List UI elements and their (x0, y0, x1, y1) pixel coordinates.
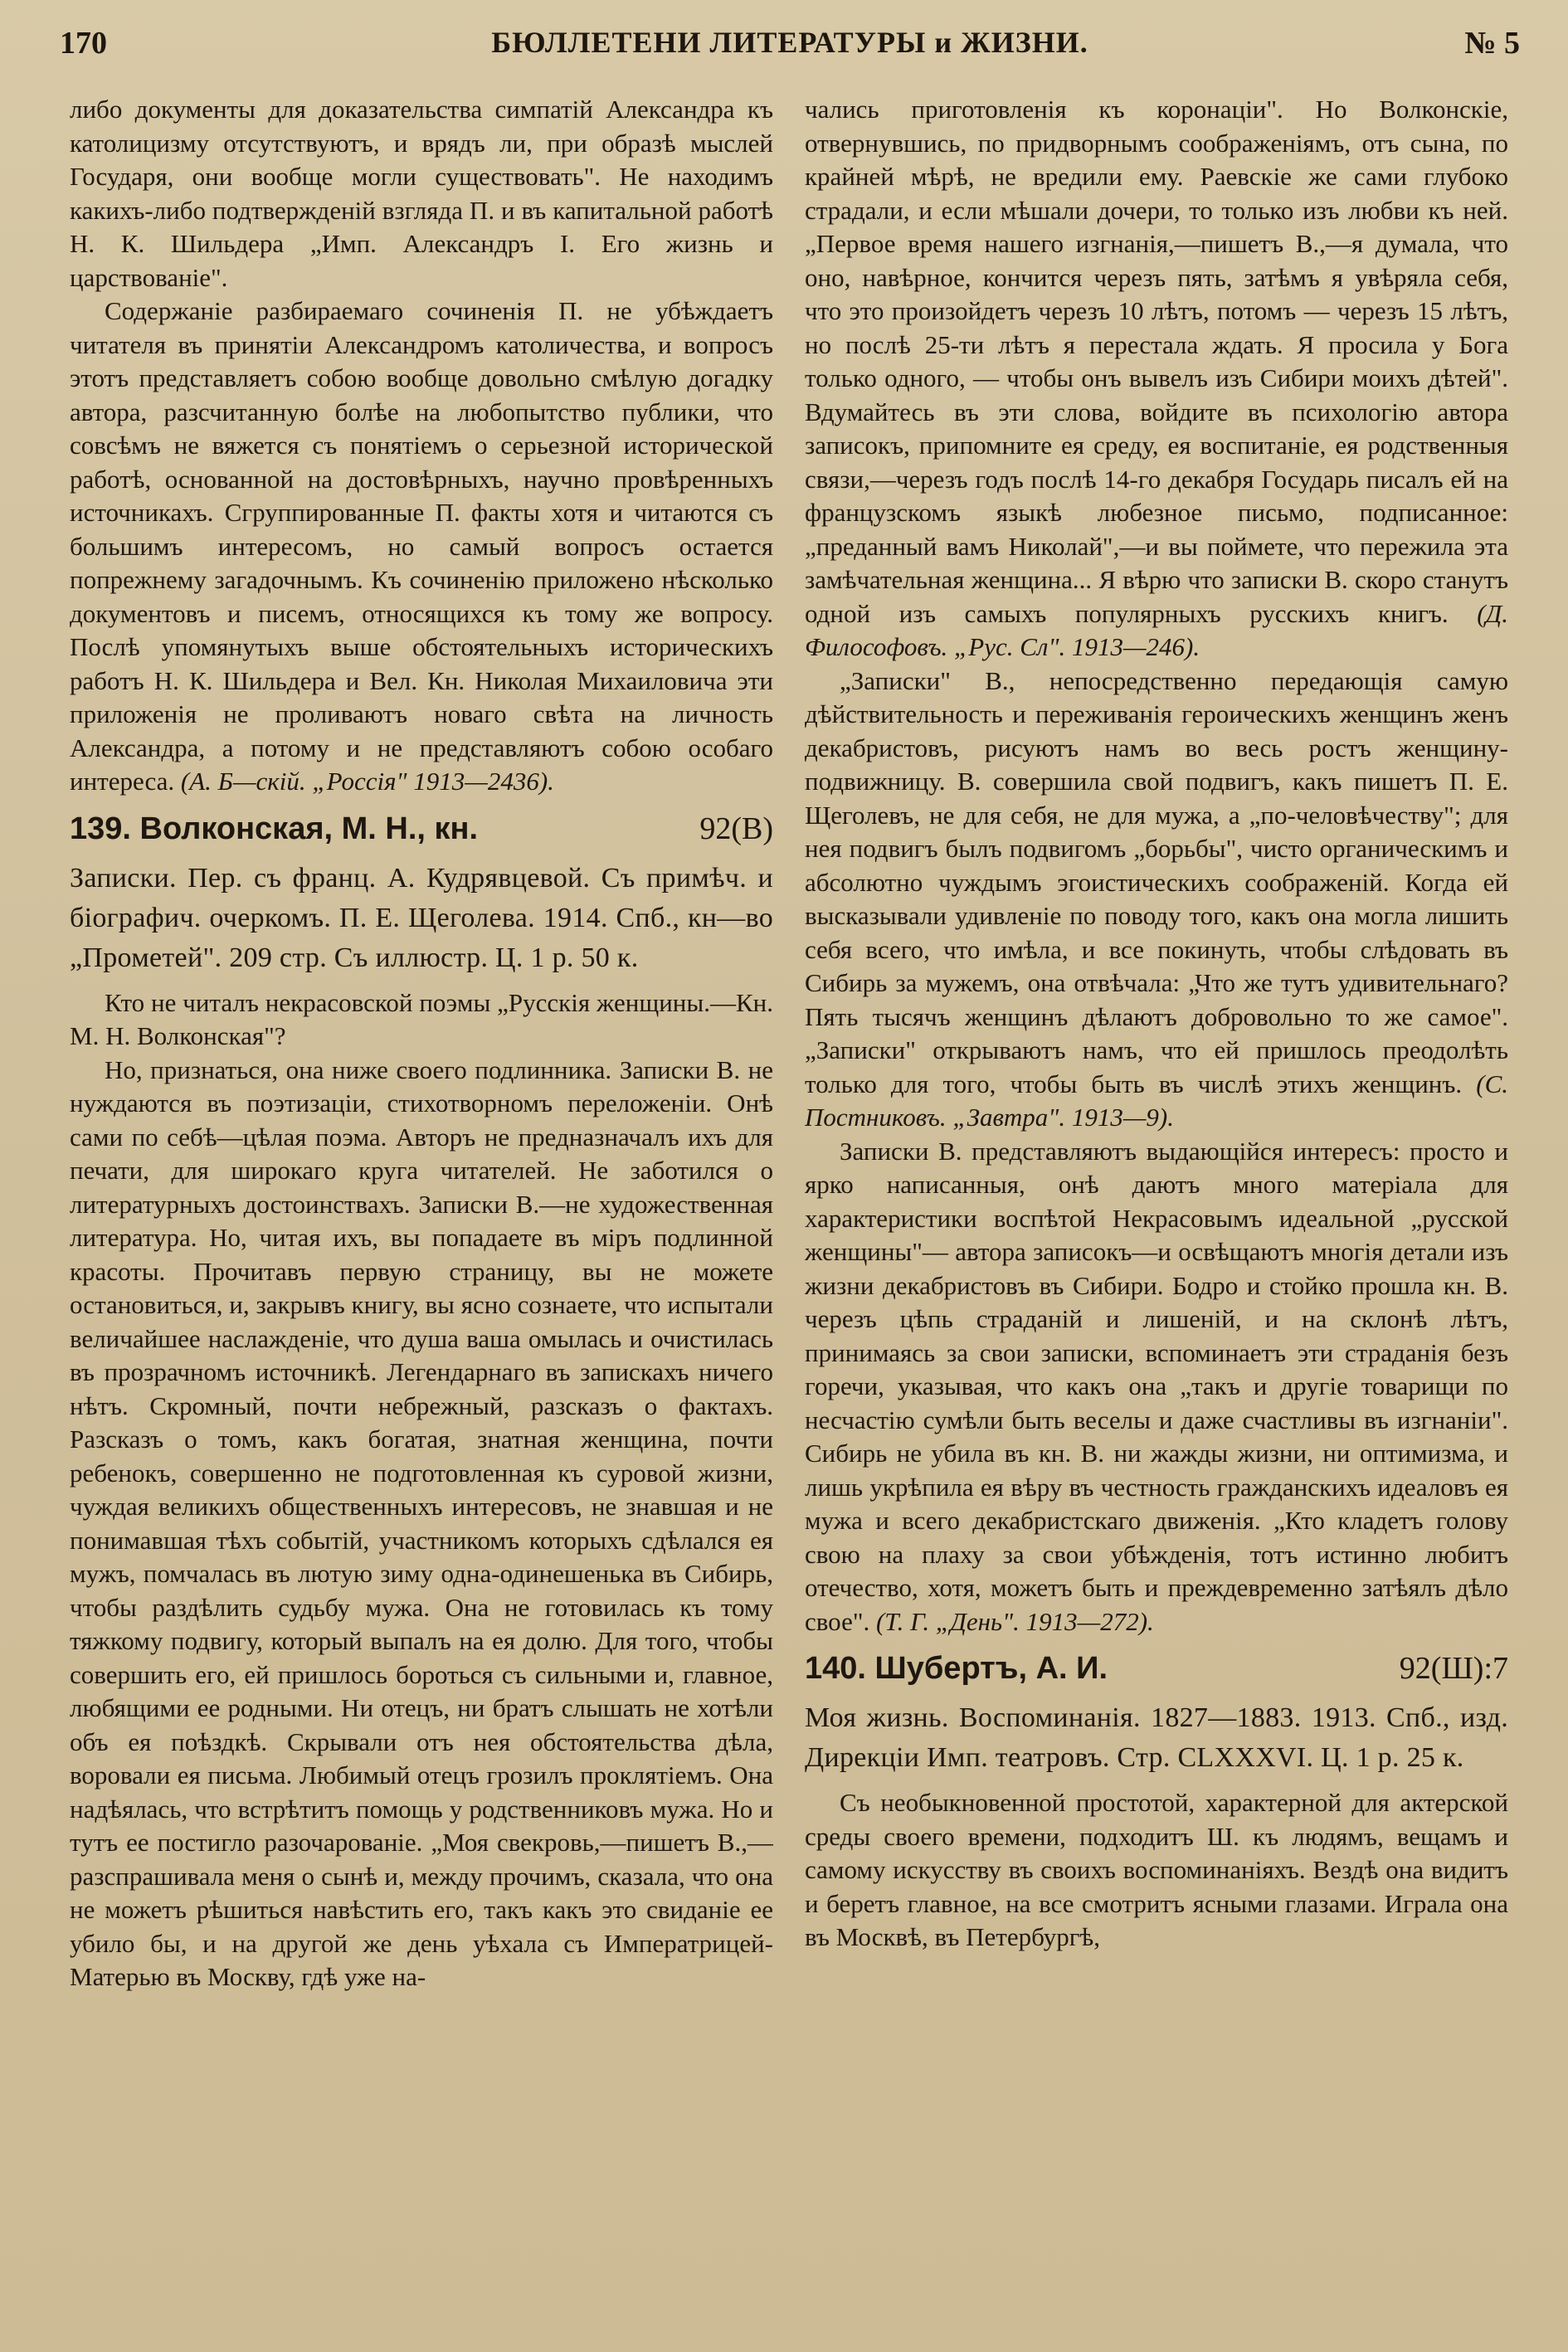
running-header (60, 25, 1520, 75)
review-source: (А. Б—скій. „Россія" 1913—2436). (180, 767, 554, 796)
review-source: (Д. Философовъ. „Рус. Сл". 1913—246). (805, 598, 1508, 661)
right-column (805, 93, 1508, 2333)
entry-140-title: 140. Шубертъ, А. И. (805, 1651, 1108, 1686)
review-source: (С. Постниковъ. „Завтра". 1913—9). (805, 1069, 1508, 1132)
page-number: 170 (60, 26, 107, 61)
entry-140-classification: 92(Ш):7 (1399, 1651, 1508, 1686)
review-paragraph (70, 295, 773, 799)
entry-139-heading (70, 809, 773, 852)
entry-140-bibliography: Моя жизнь. Воспоминанія. 1827—1883. 1913. Спб., изд. Дирекціи Имп. театровъ. Стр. CLXXXVI. Ц. 1 р. 25 к. (805, 1702, 1508, 1773)
entry-139-bibliography: Записки. Пер. съ франц. А. Кудрявцевой. Съ примѣч. и біографич. очеркомъ. П. Е. Щеголева. 1914. Спб., кн—во „Прометей". 209 стр. Съ иллюстр. Ц. 1 р. 50 к. (70, 862, 773, 973)
review-paragraph (805, 1135, 1508, 1639)
review-paragraph: Кто не читалъ некрасовской поэмы „Русскія женщины.—Кн. М. Н. Волконская"? (70, 987, 773, 1050)
review-paragraph (805, 665, 1508, 1135)
review-text: Записки В. представляютъ выдающійся интересъ: просто и ярко написанныя, онѣ даютъ много матеріала для характеристики воспѣтой Некрасовымъ идеальной „русской женщины"— автора записокъ—и освѣщаютъ многія детали изъ жизни декабристовъ въ Сибири. Бодро и стойко прошла кн. В. черезъ цѣпь страданій и лишеній, и на склонѣ лѣтъ, принимаясь за свои записки, вспоминаетъ эти страданія безъ горечи, указывая, что какъ она „такъ и другіе товарищи по несчастію сумѣли быть веселы и даже счастливы въ изгнаніи". Сибирь не убила въ кн. В. ни жажды жизни, ни оптимизма, и лишь укрѣпила ея вѣру въ честность гражданскихъ идеаловъ ея мужа и всего декабристскаго движенія. „Кто кладетъ голову свою на плаху за свои убѣжденія, тотъ истинно любитъ отечество, хотя, можетъ быть и преждевременно затѣялъ дѣло свое". (805, 1136, 1508, 1636)
left-column (70, 93, 773, 2333)
continued-paragraph: либо документы для доказательства симпатій Александра къ католицизму отсутствуютъ, и врядъ ли, при образѣ мыслей Государя, они вообще могли существовать". Не находимъ какихъ-либо подтвержденій взгляда П. и въ капитальной работѣ Н. К. Шильдера „Имп. Александръ I. Его жизнь и царствованіе". (70, 95, 773, 292)
issue-number: № 5 (1464, 26, 1520, 61)
review-source: (Т. Г. „День". 1913—272). (875, 1606, 1154, 1636)
entry-139-classification: 92(В) (699, 811, 773, 846)
review-paragraph: Но, признаться, она ниже своего подлинника. Записки В. не нуждаются въ поэтизаціи, стихотворномъ переложеніи. Онѣ сами по себѣ—цѣлая поэма. Авторъ не предназначалъ ихъ для печати, для широкаго круга читателей. Не заботился о литературныхъ достоинствахъ. Записки В.—не художественная литература. Но, читая ихъ, вы попадаете въ міръ подлинной красоты. Прочитавъ первую страницу, вы не можете остановиться, и, закрывъ книгу, вы ясно сознаете, что испытали величайшее наслажденіе, что душа ваша омылась и очистилась въ прозрачномъ источникѣ. Легендарнаго въ запискахъ ничего нѣтъ. Скромный, почти небрежный, разсказъ о фактахъ. Разсказъ о томъ, какъ богатая, знатная женщина, почти ребенокъ, совершенно не подготовленная къ суровой жизни, чуждая великихъ общественныхъ интересовъ, не знавшая и не понимавшая тѣхъ событій, участникомъ которыхъ сдѣлался ея мужъ, помчалась въ лютую зиму одна-одинешенька въ Сибирь, чтобы раздѣлить судьбу мужа. Она не готовилась къ тому тяжкому подвигу, который выпалъ на ея долю. Для того, чтобы совершить его, ей пришлось бороться съ сильными и, главное, любящими ее родными. Ни отецъ, ни братъ слышать не хотѣли объ ея поѣздкѣ. Скрывали отъ нея обстоятельства дѣла, воровали ея письма. Любимый отецъ грозилъ проклятіемъ. Она надѣялась, что встрѣтитъ помощь у родственниковъ мужа. Но и тутъ ее постигло разочарованіе. „Моя свекровь,—пишетъ В.,—разспрашивала меня о сынѣ и, между прочимъ, сказала, что она не можетъ рѣшиться навѣстить его, такъ какъ это свиданіе ее убило бы, и на другой же день уѣхала съ Императрицей-Матерью въ Москву, гдѣ уже на- (70, 1054, 773, 1991)
review-paragraph: Съ необыкновенной простотой, характерной для актерской среды своего времени, подходитъ Ш. къ людямъ, вещамъ и самому искусству въ своихъ воспоминаніяхъ. Вездѣ она видитъ и беретъ главное, на все смотритъ ясными глазами. Играла она въ Москвѣ, въ Петербургѣ, (805, 1788, 1508, 1951)
review-text: „Записки" В., непосредственно передающія самую дѣйствительность и переживанія героическихъ женщинъ женъ декабристовъ, рисуютъ намъ во весь ростъ женщину-подвижницу. В. совершила свой подвигъ, какъ пишетъ П. Е. Щеголевъ, не для себя, не для мужа, а „по-человѣчеству"; для нея подвигъ былъ подвигомъ „борьбы", чисто органическимъ и абсолютно чуждымъ эгоистическихъ соображеній. Когда ей высказывали удивленіе по поводу того, какъ она могла лишить себя всего, что имѣла, и все покинуть, чтобы слѣдовать въ Сибирь за мужемъ, она отвѣчала: „Что же тутъ удивительнаго? Пять тысячъ женщинъ дѣлаютъ добровольно то же самое". „Записки" открываютъ намъ, что ей пришлось преодолѣть только для того, чтобы быть въ числѣ этихъ женщинъ. (805, 665, 1508, 1098)
continued-paragraph (805, 93, 1508, 665)
journal-title: БЮЛЛЕТЕНИ ЛИТЕРАТУРЫ и ЖИЗНИ. (491, 26, 1088, 59)
review-text: чались приготовленія къ коронаціи". Но Волконскіе, отвернувшись, по придворнымъ соображеніямъ, отъ сына, по крайней мѣрѣ, не вредили ему. Раевскіе же сами глубоко страдали, и если мѣшали дочери, то только изъ любви къ ней. „Первое время нашего изгнанія,—пишетъ В.,—я думала, что оно, навѣрное, кончится черезъ пять, затѣмъ я увѣряла себя, что это произойдетъ черезъ 10 лѣтъ, потомъ — черезъ 15 лѣтъ, но послѣ 25-ти лѣтъ я перестала ждать. Я просила у Бога только одного, — чтобы онъ вывелъ изъ Сибири моихъ дѣтей". Вдумайтесь въ эти слова, войдите въ психологію автора записокъ, припомните ея среду, ея воспитаніе, ея родственныя связи,—черезъ годъ послѣ 14-го декабря Государь писалъ ей на французскомъ языкѣ любезное письмо, подписанное: „преданный вамъ Николай",—и вы поймете, что пережила эта замѣчательная женщина... Я вѣрю что записки В. скоро станутъ одной изъ самыхъ популярныхъ русскихъ книгъ. (805, 95, 1508, 628)
review-text: Содержаніе разбираемаго сочиненія П. не убѣждаетъ читателя въ принятіи Александромъ католичества, и вопросъ этотъ представляетъ собою вообще довольно смѣлую догадку автора, разсчитанную болѣе на любопытство публики, что совсѣмъ не вяжется съ понятіемъ о серьезной исторической работѣ, основанной на достовѣрныхъ, научно провѣренныхъ источникахъ. Сгруппированные П. факты хотя и читаются съ большимъ интересомъ, но самый вопросъ остается попрежнему загадочнымъ. Къ сочиненію приложено нѣсколько документовъ и писемъ, относящихся къ тому же вопросу. Послѣ упомянутыхъ выше обстоятельныхъ историческихъ работъ Н. К. Шильдера и Вел. Кн. Николая Михаиловича эти приложенія не проливаютъ новаго свѣта на личность Александра, а потому и не представляютъ собою особаго интереса. (70, 296, 773, 796)
entry-139-title: 139. Волконская, М. Н., кн. (70, 811, 479, 846)
entry-140-heading (805, 1648, 1508, 1692)
